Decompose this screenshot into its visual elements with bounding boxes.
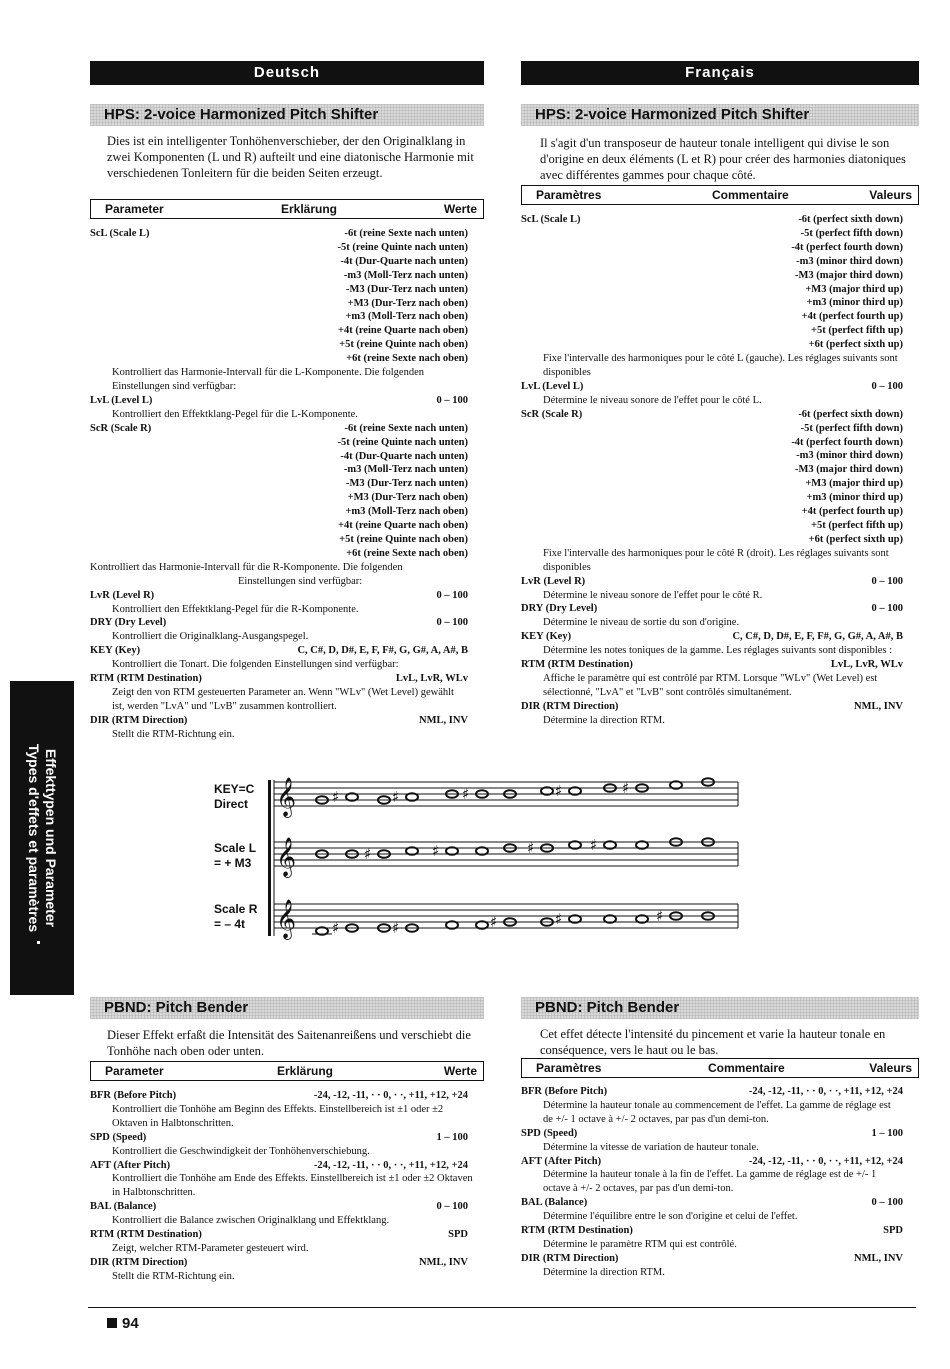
param-value: 0 – 100: [436, 589, 468, 601]
music-notation: [260, 770, 750, 950]
param-label: DIR (RTM Direction): [90, 714, 188, 726]
option: -6t (reine Sexte nach unten): [344, 228, 468, 240]
header-values: Werte: [443, 202, 477, 216]
option: -5t (perfect fifth down): [800, 227, 903, 239]
param-bfr: [521, 1085, 903, 1099]
sharp-icon: ♯: [555, 782, 563, 800]
param-label: BFR (Before Pitch): [90, 1090, 177, 1101]
param-aft: [521, 1155, 903, 1169]
param-desc: Kontrolliert den Effektklang-Pegel für die R-Komponente.: [112, 603, 359, 615]
param-label: LvR (Level R): [521, 575, 586, 587]
param-desc: Kontrolliert die Tonhöhe am Beginn des Effekts. Einstellbereich ist ±1 oder ±2 Oktaven in Halbtonschritten.: [112, 1103, 444, 1129]
param-value: -24, -12, -11, · · 0, · ·, +11, +12, +24: [313, 1159, 468, 1171]
option: +5t (perfect fifth up): [811, 519, 903, 531]
hps-table-header-fr: [521, 185, 919, 205]
sidebar-text: [25, 744, 59, 932]
option: +4t (reine Quarte nach oben): [337, 520, 468, 532]
param-desc: Détermine les notes toniques de la gamme. Les réglages suivants sont disponibles :: [543, 645, 893, 657]
sharp-icon: ♯: [432, 842, 440, 860]
scr-options: [90, 422, 468, 561]
param-lvr: [90, 589, 468, 603]
param-desc: Détermine la direction RTM.: [543, 1266, 665, 1278]
param-value: 0 – 100: [436, 394, 468, 406]
param-label: KEY (Key): [521, 631, 572, 643]
sharp-icon: ♯: [462, 785, 470, 803]
option: +M3 (major third up): [805, 283, 903, 295]
param-value: -24, -12, -11, · · 0, · ·, +11, +12, +24: [748, 1155, 903, 1167]
param-label: LvL (Level L): [90, 394, 153, 406]
param-dir: [521, 700, 903, 714]
param-lvl: [521, 380, 903, 394]
staff-label-line1: Scale L: [214, 841, 257, 855]
header-param: Parameter: [105, 1064, 164, 1078]
param-desc: Kontrolliert die Tonart. Die folgenden Einstellungen sind verfügbar:: [112, 659, 399, 671]
option: +M3 (Dur-Terz nach oben): [347, 297, 468, 309]
hps-params-fr: [521, 213, 903, 728]
param-label: DIR (RTM Direction): [90, 1256, 188, 1268]
option: +m3 (minor third up): [806, 492, 903, 504]
param-value: C, C#, D, D#, E, F, F#, G, G#, A, A#, B: [732, 631, 903, 643]
param-label: DIR (RTM Direction): [521, 700, 619, 712]
header-desc: Erklärung: [281, 202, 338, 216]
hps-intro-fr: Il s'agit d'un transposeur de hauteur tonale intelligent qui divise le son d'origine en deux éléments (L et R) pour créer des harmonies diatoniques avec différentes gammes pour chaque côté.: [540, 136, 906, 182]
param-value: 0 – 100: [871, 380, 903, 392]
param-value: C, C#, D, D#, E, F, F#, G, G#, A, A#, B: [297, 645, 468, 657]
option: -m3 (minor third down): [796, 255, 903, 267]
param-value: SPD: [448, 1229, 468, 1241]
param-label: SPD (Speed): [521, 1127, 578, 1139]
option: -4t (Dur-Quarte nach unten): [340, 255, 468, 267]
param-label: RTM (RTM Destination): [521, 659, 633, 671]
option: -5t (perfect fifth down): [800, 422, 903, 434]
param-value: 1 – 100: [436, 1131, 468, 1143]
option: +6t (perfect sixth up): [808, 339, 903, 351]
sharp-icon: ♯: [332, 788, 340, 806]
hps-title-fr: HPS: 2-voice Harmonized Pitch Shifter: [521, 104, 919, 126]
option: +6t (perfect sixth up): [808, 533, 903, 545]
param-label: ScR (Scale R): [521, 408, 583, 420]
sharp-icon: ♯: [527, 839, 535, 857]
option: +5t (perfect fifth up): [811, 325, 903, 337]
param-dry: [90, 616, 468, 630]
staff-label-line2: = – 4t: [214, 917, 246, 931]
param-value: -24, -12, -11, · · 0, · ·, +11, +12, +24: [313, 1090, 468, 1101]
param-label: BFR (Before Pitch): [521, 1086, 608, 1097]
pbnd-table-header-fr: [521, 1058, 919, 1078]
option: +m3 (Moll-Terz nach oben): [345, 311, 468, 323]
sharp-icon: ♯: [392, 788, 400, 806]
option: -m3 (Moll-Terz nach unten): [343, 269, 468, 281]
param-value: LvL, LvR, WLv: [395, 673, 468, 685]
option: -4t (perfect fourth down): [791, 436, 903, 448]
param-key: [521, 630, 903, 644]
sharp-icon: ♯: [332, 919, 340, 937]
header-values: Werte: [443, 1064, 477, 1078]
param-label: DRY (Dry Level): [90, 617, 167, 629]
option: -4t (perfect fourth down): [791, 241, 903, 253]
param-value: LvL, LvR, WLv: [830, 659, 903, 671]
param-desc: Détermine le niveau de sortie du son d'origine.: [543, 617, 740, 629]
param-desc: Kontrolliert die Balance zwischen Originalklang und Effektklang.: [112, 1215, 390, 1227]
sharp-icon: ♯: [392, 919, 400, 937]
param-spd: [521, 1127, 903, 1141]
param-dir: [90, 714, 468, 728]
param-dir: [90, 1256, 478, 1270]
header-values: Valeurs: [869, 1061, 912, 1075]
option: -M3 (Dur-Terz nach unten): [345, 283, 468, 295]
param-value: 0 – 100: [436, 1201, 468, 1213]
param-rtm: [90, 672, 468, 686]
option: +4t (reine Quarte nach oben): [337, 325, 468, 337]
staff-bracket: [268, 780, 271, 936]
header-desc: Erklärung: [277, 1064, 334, 1078]
option: +4t (perfect fourth up): [801, 506, 903, 518]
param-desc: Détermine la direction RTM.: [543, 714, 665, 726]
staff-label-line1: Scale R: [214, 902, 258, 916]
param-label: DIR (RTM Direction): [521, 1252, 619, 1264]
param-desc: Détermine le niveau sonore de l'effet pour le côté L.: [543, 394, 762, 406]
param-desc: Kontrolliert die Tonhöhe am Ende des Effekts. Einstellbereich ist ±1 oder ±2 Oktaven in Halbtonschritten.: [112, 1173, 473, 1199]
option: +5t (reine Quinte nach oben): [339, 339, 468, 351]
pbnd-table-header-de: [90, 1061, 484, 1081]
staff-label-direct: [214, 782, 254, 812]
param-label: ScR (Scale R): [90, 422, 152, 434]
sharp-icon: ♯: [656, 907, 664, 925]
param-desc: Détermine le paramètre RTM qui est contrôlé.: [543, 1238, 737, 1250]
header-desc: Commentaire: [712, 188, 789, 202]
param-lvr: [521, 575, 903, 589]
header-param: Paramètres: [536, 188, 602, 202]
param-bfr: [90, 1089, 478, 1103]
param-desc: Kontrolliert die Originalklang-Ausgangspegel.: [112, 631, 309, 643]
staff-label-scale-r: [214, 902, 257, 932]
param-spd: [90, 1131, 478, 1145]
param-label: ScL (Scale L): [521, 214, 581, 225]
hps-title-de: HPS: 2-voice Harmonized Pitch Shifter: [90, 104, 484, 126]
option: -6t (perfect sixth down): [798, 408, 903, 420]
param-label: BAL (Balance): [90, 1201, 157, 1213]
param-value: 0 – 100: [436, 617, 468, 629]
param-value: NML, INV: [419, 1256, 468, 1268]
option: -m3 (minor third down): [796, 450, 903, 462]
option: +6t (reine Sexte nach oben): [346, 547, 468, 559]
param-bal: [90, 1200, 478, 1214]
param-desc: Zeigt den von RTM gesteuerten Parameter an. Wenn "WLv" (Wet Level) gewählt ist, werden "LvA" und "LvB" zusammen kontrolliert.: [112, 686, 454, 712]
pbnd-title-de: PBND: Pitch Bender: [90, 997, 484, 1019]
param-label: LvL (Level L): [521, 380, 584, 392]
option: -6t (reine Sexte nach unten): [344, 422, 468, 434]
pbnd-title-fr: PBND: Pitch Bender: [521, 997, 919, 1019]
param-bal: [521, 1196, 903, 1210]
option: +M3 (major third up): [805, 478, 903, 490]
staff-label-line2: Direct: [214, 797, 249, 811]
option: -M3 (Dur-Terz nach unten): [345, 478, 468, 490]
param-desc: Détermine la vitesse de variation de hauteur tonale.: [543, 1141, 759, 1153]
param-label: DRY (Dry Level): [521, 603, 598, 615]
scl-options: [90, 227, 468, 366]
sidebar-line-de: Effekttypen und Parameter: [43, 748, 59, 928]
pbnd-params-fr: [521, 1085, 903, 1280]
param-desc: Détermine la hauteur tonale à la fin de l'effet. La gamme de réglage est de +/- 1 octave à +/- 2 octaves, par pas d'un demi-ton.: [543, 1169, 877, 1195]
param-desc: Détermine le niveau sonore de l'effet pour le côté R.: [543, 589, 763, 601]
lang-bar-francais: Français: [521, 61, 919, 85]
sidebar-dot: [37, 941, 40, 944]
header-param: Paramètres: [536, 1061, 602, 1075]
param-label: SPD (Speed): [90, 1131, 147, 1143]
param-label: LvR (Level R): [90, 589, 155, 601]
param-desc: Fixe l'intervalle des harmoniques pour le côté R (droit). Les réglages suivants sont disponibles: [543, 547, 889, 573]
param-desc: Einstellungen sind verfügbar:: [238, 575, 363, 587]
param-value: SPD: [883, 1225, 903, 1237]
option: +M3 (Dur-Terz nach oben): [347, 492, 468, 504]
staff-layer: [268, 777, 738, 940]
param-desc: Kontrolliert das Harmonie-Intervall für die L-Komponente. Die folgenden Einstellungen sind verfügbar:: [112, 367, 424, 392]
param-label: AFT (After Pitch): [90, 1159, 171, 1171]
option: -m3 (Moll-Terz nach unten): [343, 464, 468, 476]
pbnd-params-de: [90, 1089, 478, 1284]
scl-options: [521, 213, 903, 352]
option: -M3 (major third down): [794, 269, 903, 281]
param-desc: Détermine la hauteur tonale au commencement de l'effet. La gamme de réglage est de +/- 1 octave à +/- 2 octaves, par pas d'un demi-ton.: [543, 1099, 891, 1125]
option: -4t (Dur-Quarte nach unten): [340, 450, 468, 462]
sidebar-line-fr: Types d'effets et paramètres: [26, 743, 42, 933]
lang-bar-deutsch: Deutsch: [90, 61, 484, 85]
sharp-icon: ♯: [490, 913, 498, 931]
param-desc: Zeigt, welcher RTM-Parameter gesteuert wird.: [112, 1242, 309, 1254]
param-desc: Affiche le paramètre qui est contrôlé par RTM. Lorsque "WLv" (Wet Level) est sélectionné, "LvA" et "LvB" sont contrôlés simultanément.: [543, 672, 878, 698]
option: -M3 (major third down): [794, 464, 903, 476]
pbnd-intro-fr: Cet effet détecte l'intensité du pincement et varie la hauteur tonale en conséquence, vers le haut ou le bas.: [540, 1027, 886, 1057]
param-label: RTM (RTM Destination): [90, 1229, 202, 1241]
param-rtm: [90, 1228, 478, 1242]
staff-label-scale-l: [214, 841, 256, 871]
option: +m3 (minor third up): [806, 297, 903, 309]
header-param: Parameter: [105, 202, 164, 216]
page-number-text: 94: [122, 1315, 139, 1332]
param-desc: Fixe l'intervalle des harmoniques pour le côté L (gauche). Les réglages suivants sont disponibles: [543, 353, 898, 378]
param-label: ScL (Scale L): [90, 228, 150, 239]
param-value: 1 – 100: [871, 1127, 903, 1139]
hps-intro-de: Dies ist ein intelligenter Tonhöhenverschieber, der den Originalklang in zwei Komponenten (L und R) aufteilt und eine diatonische Harmonie mit verschiedenen Tonleitern für die beiden Seiten erzeugt.: [107, 134, 474, 180]
header-desc: Commentaire: [708, 1061, 785, 1075]
footer-rule: [88, 1307, 916, 1308]
scr-options: [521, 408, 903, 547]
param-dir: [521, 1252, 903, 1266]
param-desc: Détermine l'équilibre entre le son d'origine et celui de l'effet.: [543, 1211, 798, 1223]
param-aft: [90, 1159, 478, 1173]
sharp-icon: ♯: [364, 845, 372, 863]
staff-label-line2: = + M3: [214, 856, 252, 870]
param-value: 0 – 100: [871, 575, 903, 587]
option: -6t (perfect sixth down): [798, 214, 903, 226]
option: +4t (perfect fourth up): [801, 311, 903, 323]
param-desc: Kontrolliert den Effektklang-Pegel für die L-Komponente.: [112, 408, 358, 420]
param-label: AFT (After Pitch): [521, 1155, 602, 1167]
sharp-icon: ♯: [622, 779, 630, 797]
param-key: [90, 644, 468, 658]
param-label: KEY (Key): [90, 645, 141, 657]
sharp-icon: ♯: [555, 910, 563, 928]
treble-clef-icon: 𝄞: [276, 777, 297, 817]
param-desc: Kontrolliert das Harmonie-Intervall für die R-Komponente. Die folgenden: [90, 561, 403, 573]
param-rtm: [521, 658, 903, 672]
hps-table-header-de: [90, 199, 484, 219]
param-lvl: [90, 394, 468, 408]
option: -5t (reine Quinte nach unten): [337, 436, 468, 448]
param-dry: [521, 602, 903, 616]
param-value: NML, INV: [854, 1252, 903, 1264]
option: +m3 (Moll-Terz nach oben): [345, 506, 468, 518]
param-label: BAL (Balance): [521, 1197, 588, 1209]
page-marker-icon: [107, 1318, 117, 1328]
page-number: [107, 1315, 139, 1332]
section-sidebar-tab: [10, 681, 74, 995]
param-value: NML, INV: [854, 700, 903, 712]
treble-clef-icon: 𝄞: [276, 837, 297, 877]
header-values: Valeurs: [869, 188, 912, 202]
param-label: RTM (RTM Destination): [521, 1225, 633, 1237]
param-value: 0 – 100: [871, 1197, 903, 1209]
hps-params-de: [90, 227, 468, 742]
param-value: NML, INV: [419, 714, 468, 726]
pbnd-intro-de: Dieser Effekt erfaßt die Intensität des Saitenanreißens und verschiebt die Tonhöhe nach oben oder unten.: [107, 1028, 471, 1058]
param-desc: Kontrolliert die Geschwindigkeit der Tonhöhenverschiebung.: [112, 1145, 370, 1157]
option: +5t (reine Quinte nach oben): [339, 533, 468, 545]
staff-label-line1: KEY=C: [214, 782, 255, 796]
sharp-icon: ♯: [590, 836, 598, 854]
param-rtm: [521, 1224, 903, 1238]
treble-clef-icon: 𝄞: [276, 899, 297, 939]
option: +6t (reine Sexte nach oben): [346, 353, 468, 365]
param-label: RTM (RTM Destination): [90, 673, 202, 685]
param-value: -24, -12, -11, · · 0, · ·, +11, +12, +24: [748, 1086, 903, 1097]
param-desc: Stellt die RTM-Richtung ein.: [112, 728, 235, 740]
param-desc: Stellt die RTM-Richtung ein.: [112, 1270, 235, 1282]
param-value: 0 – 100: [871, 603, 903, 615]
option: -5t (reine Quinte nach unten): [337, 241, 468, 253]
